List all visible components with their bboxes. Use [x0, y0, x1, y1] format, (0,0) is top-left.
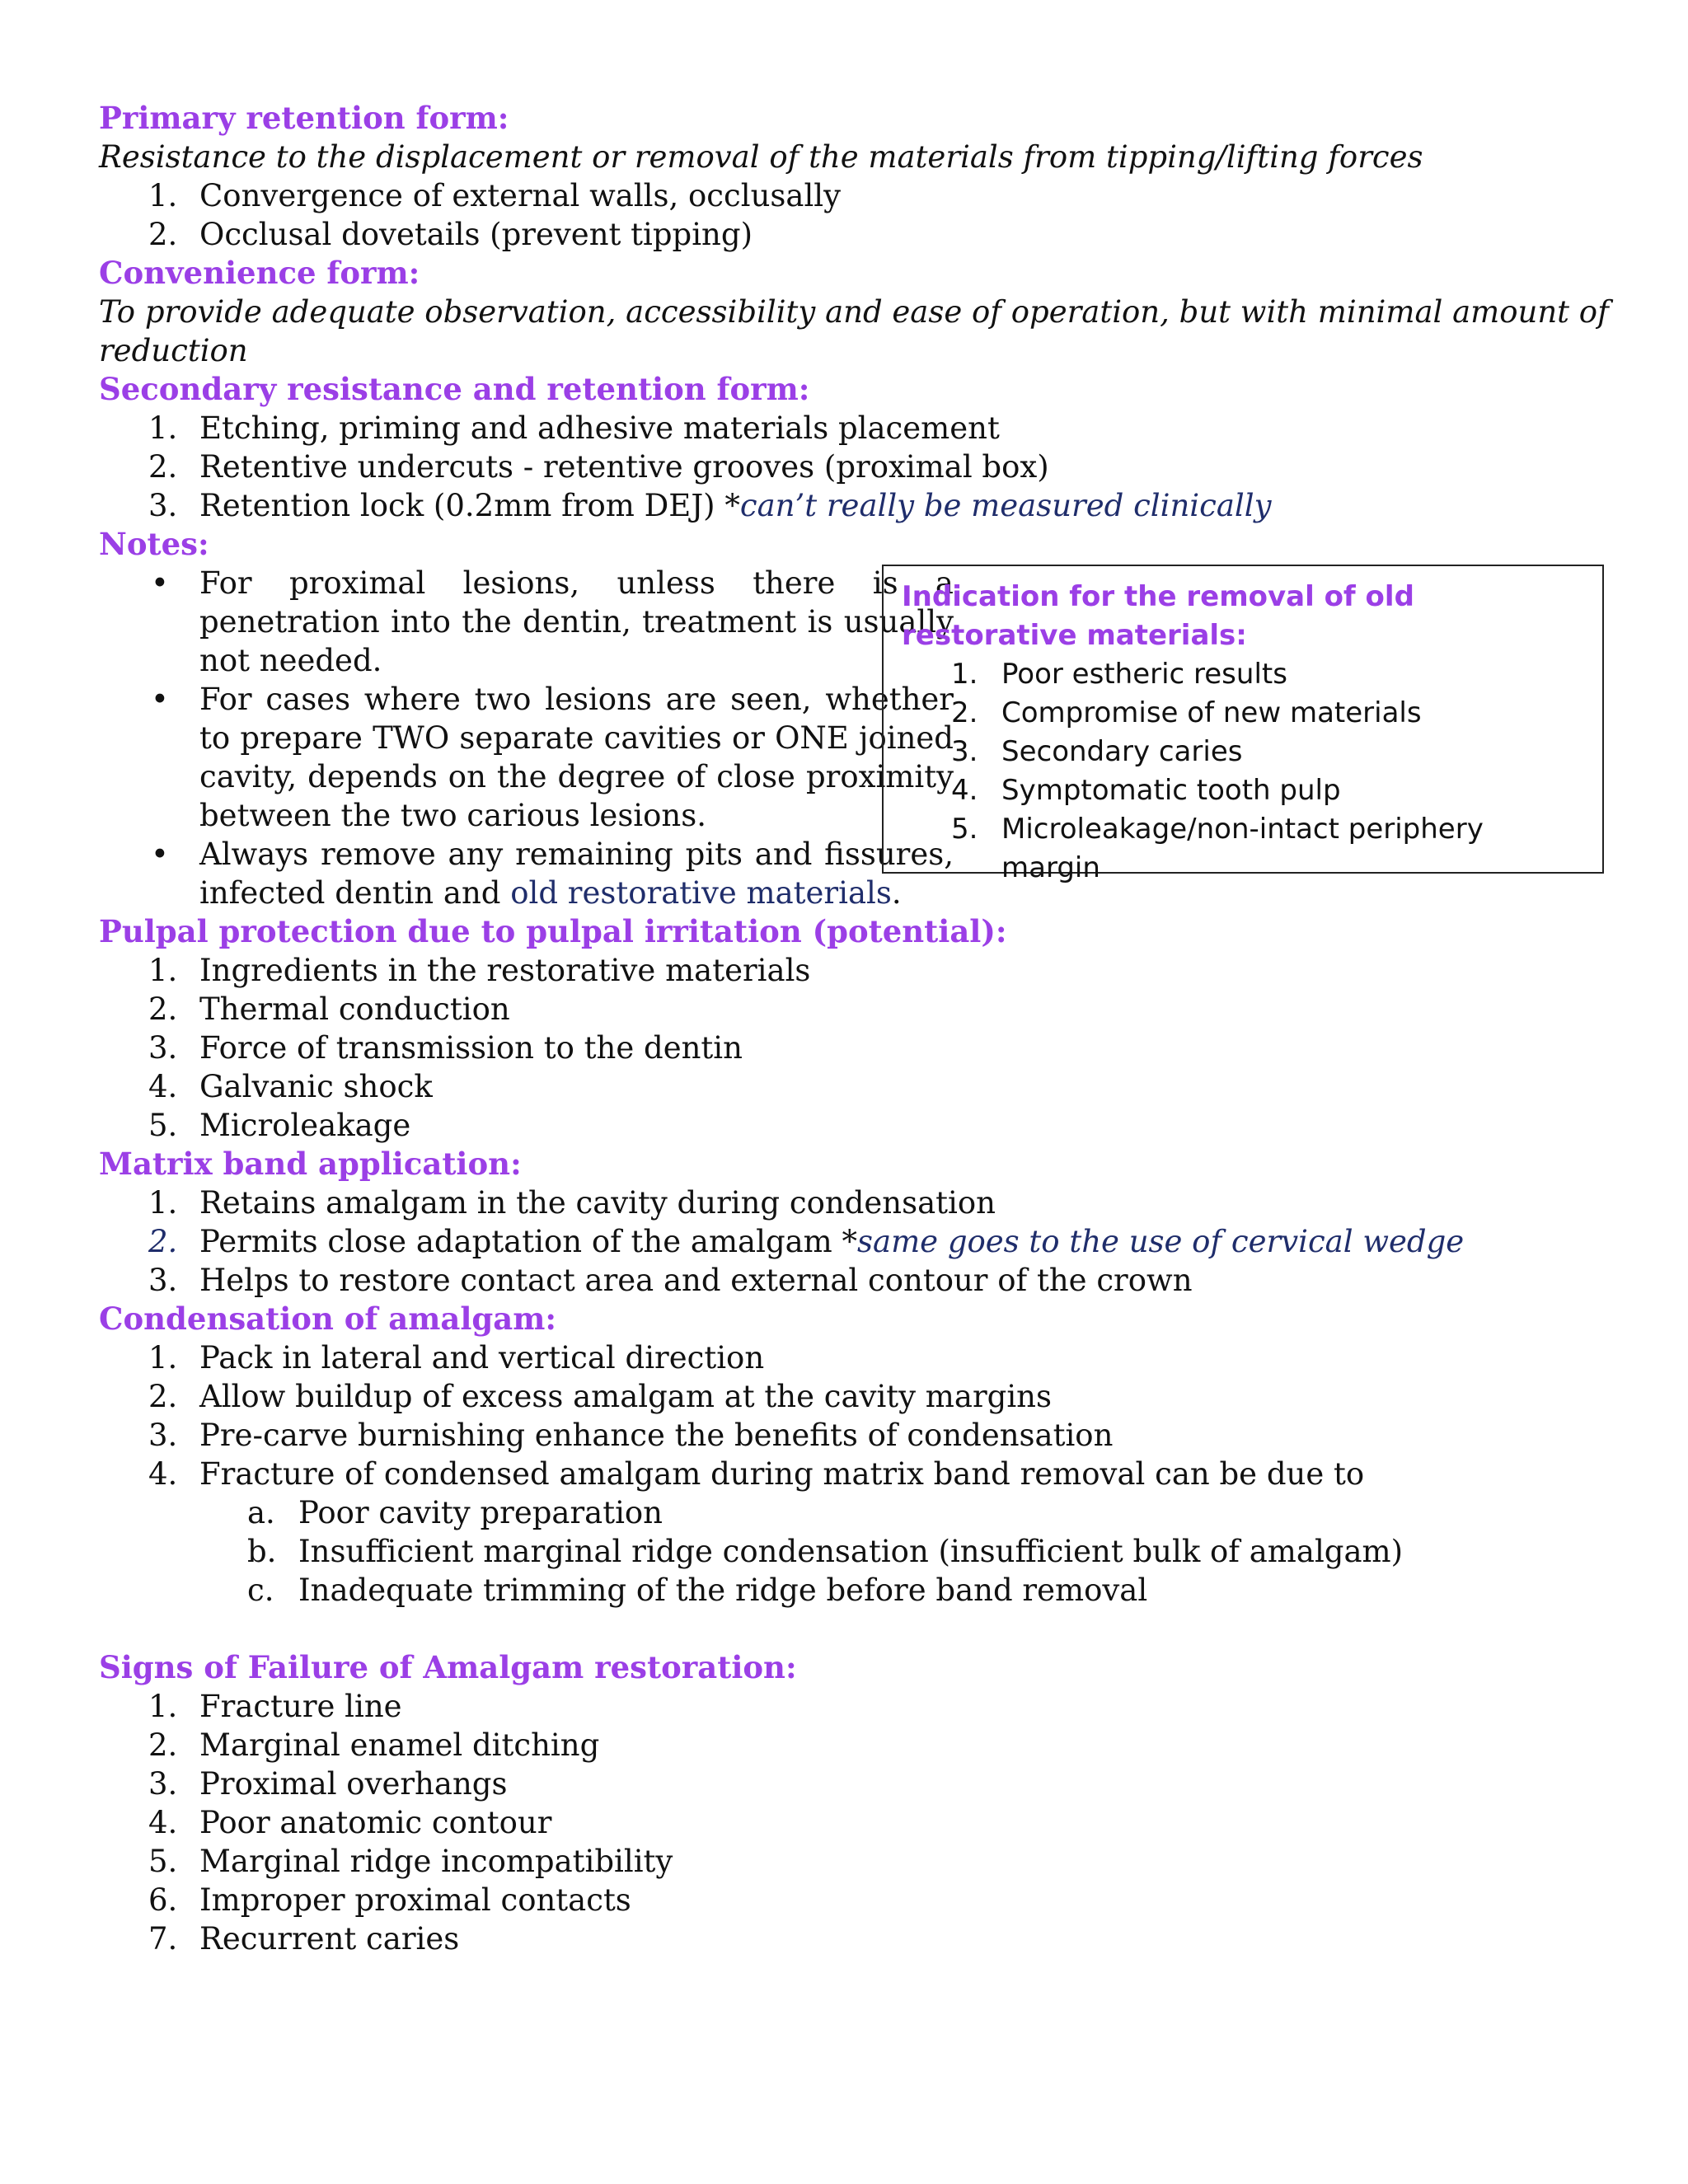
pulpal-heading: Pulpal protection due to pulpal irritation (potential):: [99, 913, 1007, 949]
list-item: [99, 1261, 1615, 1300]
list-number: 3.: [148, 1030, 178, 1066]
list-item: [99, 1222, 1615, 1261]
bullet-icon: •: [151, 837, 169, 872]
list-item: [99, 448, 1615, 486]
list-number: 5.: [148, 1844, 178, 1879]
list-item: [99, 1183, 1615, 1222]
list-item: [99, 1455, 1615, 1493]
list-text: Convergence of external walls, occlusally: [199, 178, 842, 213]
list-text: Ingredients in the restorative materials: [199, 953, 811, 988]
bullet-icon: •: [151, 682, 169, 717]
list-number: 2.: [148, 991, 178, 1027]
list-text: Secondary caries: [1001, 735, 1243, 768]
list-item: [902, 694, 1584, 733]
convenience-definition: To provide adequate observation, accessibility and ease of operation, but with minimal amount of reduction: [99, 294, 1609, 368]
bullet-highlight: old restorative materials: [510, 875, 892, 911]
bullet-end: .: [891, 875, 902, 911]
sub-list-item: [99, 1571, 1615, 1610]
list-item: [99, 409, 1615, 448]
list-text: Thermal conduction: [199, 991, 510, 1027]
list-number: 1.: [148, 410, 178, 446]
list-text: Permits close adaptation of the amalgam *: [199, 1224, 858, 1259]
list-text: Symptomatic tooth pulp: [1001, 774, 1341, 807]
list-item: [99, 1687, 1615, 1726]
list-text: Poor estheric results: [1001, 658, 1287, 691]
list-number: 1.: [148, 1185, 178, 1221]
list-number: 1.: [951, 658, 978, 691]
list-note: same goes to the use of cervical wedge: [857, 1224, 1465, 1259]
list-text: Compromise of new materials: [1001, 696, 1422, 729]
list-number: 2.: [148, 1379, 178, 1414]
list-text: Proximal overhangs: [199, 1766, 508, 1802]
list-item: [902, 771, 1584, 810]
list-text: Pack in lateral and vertical direction: [199, 1340, 765, 1376]
condensation-heading: Condensation of amalgam:: [99, 1301, 557, 1337]
list-number: 3.: [951, 735, 978, 768]
list-letter: c.: [247, 1572, 274, 1608]
list-number: 4.: [951, 774, 978, 807]
list-text: Retention lock (0.2mm from DEJ) *: [199, 488, 740, 523]
list-item: [99, 1416, 1615, 1455]
list-number: 2.: [148, 217, 178, 252]
list-number: 1.: [148, 953, 178, 988]
list-number: 3.: [148, 1766, 178, 1802]
list-item: [99, 215, 1615, 254]
bullet-item: [99, 835, 954, 912]
list-text: Fracture of condensed amalgam during matrix band removal can be due to: [199, 1456, 1365, 1492]
list-text: Inadequate trimming of the ridge before band removal: [298, 1572, 1148, 1608]
list-number: 2.: [148, 449, 178, 485]
list-number: 6.: [148, 1882, 178, 1918]
list-item: [99, 1726, 1615, 1765]
list-item: [902, 733, 1584, 771]
list-number: 2.: [148, 1224, 178, 1259]
list-item: [99, 1106, 1615, 1145]
list-item: [99, 990, 1615, 1029]
list-text: Recurrent caries: [199, 1921, 460, 1957]
list-text: Improper proximal contacts: [199, 1882, 631, 1918]
list-item: [99, 1842, 1615, 1881]
list-number: 1.: [148, 1689, 178, 1724]
list-item: [99, 176, 1615, 215]
bullet-text: Always remove any remaining pits and fissures, infected dentin and: [199, 837, 954, 911]
list-text: Marginal enamel ditching: [199, 1727, 600, 1763]
list-number: 3.: [148, 1418, 178, 1453]
list-number: 5.: [148, 1108, 178, 1143]
list-item: [99, 1377, 1615, 1416]
bullet-text: For proximal lesions, unless there is a penetration into the dentin, treatment is usually not needed.: [199, 565, 954, 678]
list-number: 4.: [148, 1069, 178, 1104]
bullet-item: [99, 564, 954, 680]
indication-box-title: Indication for the removal of old restorative materials:: [902, 580, 1414, 652]
notes-heading: Notes:: [99, 526, 209, 562]
list-item: [99, 1067, 1615, 1106]
list-letter: a.: [247, 1495, 275, 1530]
document-page: [99, 99, 1615, 1958]
list-item: [902, 655, 1584, 694]
list-text: Etching, priming and adhesive materials placement: [199, 410, 1000, 446]
list-number: 1.: [148, 1340, 178, 1376]
list-text: Marginal ridge incompatibility: [199, 1844, 673, 1879]
list-text: Occlusal dovetails (prevent tipping): [199, 217, 753, 252]
list-item: [99, 486, 1615, 525]
list-number: 4.: [148, 1456, 178, 1492]
list-text: Pre-carve burnishing enhance the benefits of condensation: [199, 1418, 1114, 1453]
list-item: [99, 1765, 1615, 1803]
spacer: [99, 1610, 1615, 1648]
list-text: Force of transmission to the dentin: [199, 1030, 743, 1066]
list-item: [99, 951, 1615, 990]
list-number: 1.: [148, 178, 178, 213]
list-text: Fracture line: [199, 1689, 402, 1724]
list-text: Allow buildup of excess amalgam at the cavity margins: [199, 1379, 1052, 1414]
failure-heading: Signs of Failure of Amalgam restoration:: [99, 1649, 797, 1685]
list-number: 2.: [951, 696, 978, 729]
list-text: Poor anatomic contour: [199, 1805, 552, 1840]
list-note: can’t really be measured clinically: [739, 488, 1272, 523]
list-letter: b.: [247, 1534, 277, 1569]
list-item: [902, 810, 1584, 888]
list-number: 7.: [148, 1921, 178, 1957]
list-text: Insufficient marginal ridge condensation (insufficient bulk of amalgam): [298, 1534, 1404, 1569]
list-text: Microleakage/non-intact periphery margin: [1001, 813, 1484, 884]
list-number: 2.: [148, 1727, 178, 1763]
matrix-heading: Matrix band application:: [99, 1146, 522, 1182]
convenience-heading: Convenience form:: [99, 255, 420, 291]
bullet-icon: •: [151, 565, 169, 601]
primary-retention-definition: Resistance to the displacement or removal of the materials from tipping/lifting forces: [99, 139, 1423, 175]
list-number: 4.: [148, 1805, 178, 1840]
list-item: [99, 1919, 1615, 1958]
list-number: 5.: [951, 813, 978, 846]
list-text: Poor cavity preparation: [298, 1495, 663, 1530]
primary-retention-heading: Primary retention form:: [99, 100, 509, 136]
bullet-item: [99, 680, 954, 835]
list-item: [99, 1338, 1615, 1377]
list-text: Retains amalgam in the cavity during condensation: [199, 1185, 996, 1221]
list-item: [99, 1029, 1615, 1067]
list-number: 3.: [148, 488, 178, 523]
list-text: Microleakage: [199, 1108, 411, 1143]
bullet-text: For cases where two lesions are seen, whether to prepare TWO separate cavities or ONE joined cavity, depends on the degree of close proximity between the two carious lesions.: [199, 682, 954, 833]
list-item: [99, 1803, 1615, 1842]
list-text: Galvanic shock: [199, 1069, 433, 1104]
list-text: Helps to restore contact area and external contour of the crown: [199, 1263, 1193, 1298]
sub-list-item: [99, 1493, 1615, 1532]
list-text: Retentive undercuts - retentive grooves (proximal box): [199, 449, 1049, 485]
secondary-heading: Secondary resistance and retention form:: [99, 371, 810, 407]
sub-list-item: [99, 1532, 1615, 1571]
list-item: [99, 1881, 1615, 1919]
indication-box: [882, 565, 1604, 884]
list-number: 3.: [148, 1263, 178, 1298]
